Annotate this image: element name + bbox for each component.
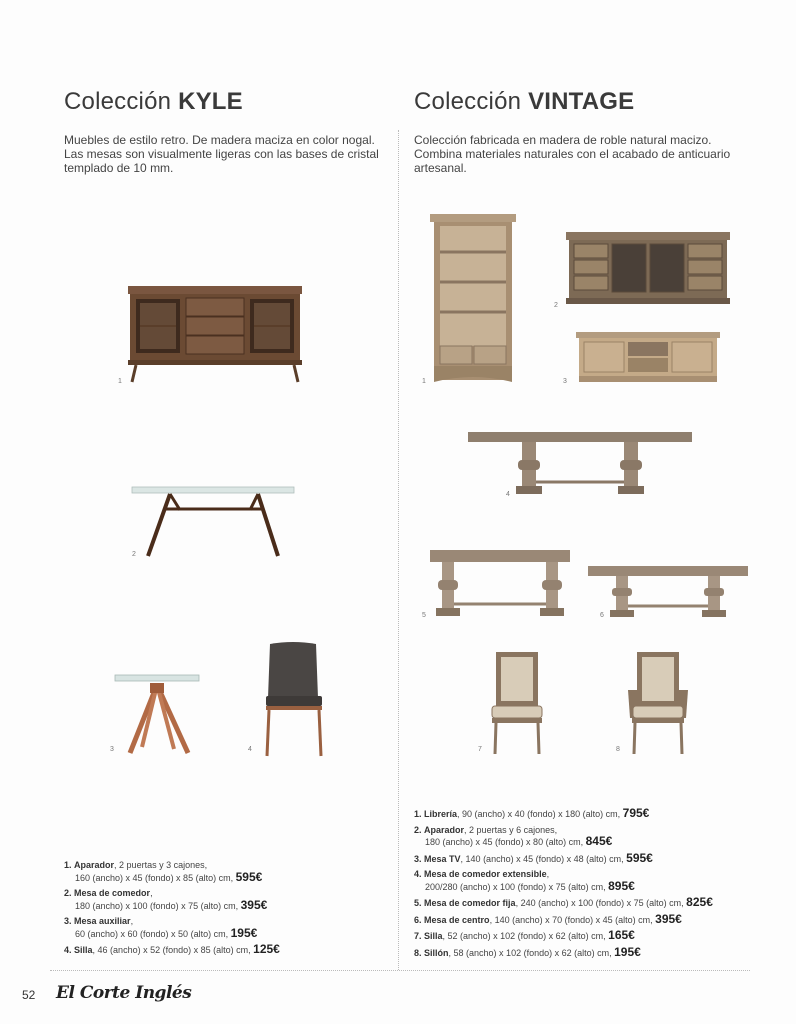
product-desc: , 240 (ancho) x 100 (fondo) x 75 (alto) cm, [515,898,684,908]
list-index: 5. [414,898,422,908]
vintage-number-8: 8 [616,746,620,753]
product-name: Sillón [424,947,449,958]
vintage-list-item-1 [414,808,774,821]
product-dims: 200/280 (ancho) x 100 (fondo) x 75 (alto) cm, [425,881,606,892]
product-name: Mesa TV [424,853,461,864]
vintage-number-3: 3 [563,378,567,385]
list-index: 2. [414,824,422,835]
kyle-number-4: 4 [248,746,252,753]
product-desc: , 2 puertas y 6 cajones, [464,824,558,835]
vintage-number-1: 1 [422,378,426,385]
list-index: 1. [414,809,422,819]
vintage-fixed-table-image [430,548,570,618]
kyle-number-3: 3 [110,746,114,753]
product-price: 595€ [235,869,263,884]
kyle-title [64,88,243,116]
product-dims: 160 (ancho) x 45 (fondo) x 85 (alto) cm, [75,872,234,883]
vintage-extending-table-image [468,430,692,498]
product-price: 825€ [686,895,713,909]
product-desc: , 58 (ancho) x 102 (fondo) x 62 (alto) cm, [448,947,612,958]
product-price: 395€ [655,911,682,926]
product-name: Silla [424,931,443,941]
product-name: Mesa de centro [424,914,490,925]
vintage-list-item-8 [414,944,774,960]
kyle-chair-image [260,640,326,758]
kyle-sideboard-image [126,284,306,384]
list-index: 3. [64,916,72,926]
vintage-list-item-3 [414,850,774,866]
vintage-intro: Colección fabricada en madera de roble natural macizo. Combina materiales naturales con el acabado de anticuario artesanal. [414,133,731,175]
list-index: 8. [414,947,422,958]
vintage-title-prefix: Colección [414,88,522,115]
list-index: 6. [414,914,422,925]
vintage-armchair-image [626,652,690,756]
list-index: 3. [414,853,422,864]
kyle-list-item-2 [64,888,384,912]
product-price: 795€ [622,806,650,820]
product-name: Mesa de comedor [74,888,151,898]
product-name: Silla [74,945,93,955]
product-price: 125€ [253,942,280,956]
product-price: 595€ [626,850,653,865]
product-desc: , 140 (ancho) x 70 (fondo) x 45 (alto) cm, [489,914,653,925]
product-price: 195€ [230,925,258,940]
vintage-product-list [414,808,774,963]
vintage-number-2: 2 [554,302,558,309]
vintage-list-item-4 [414,869,774,893]
product-name: Mesa auxiliar [74,916,131,926]
product-desc: , 140 (ancho) x 45 (fondo) x 48 (alto) cm, [460,853,624,864]
kyle-intro: Muebles de estilo retro. De madera maciza en color nogal. Las mesas son visualmente ligeras con las bases de cristal templado de 10 mm. [64,133,379,175]
vintage-number-6: 6 [600,612,604,619]
product-name: Aparador [74,860,115,870]
product-desc: , 52 (ancho) x 102 (fondo) x 62 (alto) cm, [442,931,606,941]
kyle-product-list [64,860,384,961]
product-dims: 180 (ancho) x 45 (fondo) x 80 (alto) cm, [425,837,584,847]
list-index: 2. [64,888,72,898]
kyle-number-2: 2 [132,551,136,558]
vintage-list-item-7 [414,930,774,943]
product-name: Aparador [424,824,465,835]
footer-divider [50,970,750,971]
vintage-coffee-table-image [588,564,748,618]
vintage-number-5: 5 [422,612,426,619]
vintage-list-item-6 [414,911,774,927]
vintage-sideboard-image [566,232,730,308]
kyle-number-1: 1 [118,378,122,385]
vintage-title [414,88,634,116]
product-desc: , [130,916,134,926]
kyle-list-item-3 [64,916,384,940]
kyle-title-prefix: Colección [64,88,172,115]
product-desc: , [546,869,550,879]
product-dims: 60 (ancho) x 60 (fondo) x 50 (alto) cm, [75,928,229,939]
column-divider [398,130,399,970]
brand-logo: El Corte Inglés [56,983,192,1003]
vintage-number-4: 4 [506,491,510,498]
product-price: 895€ [608,878,635,893]
product-price: 395€ [240,897,268,912]
vintage-bookcase-image [430,214,516,384]
product-desc: , 2 puertas y 3 cajones, [114,860,208,870]
product-price: 165€ [608,928,635,942]
vintage-chair-image [490,652,544,756]
list-index: 4. [414,869,422,879]
kyle-title-name: KYLE [178,88,243,115]
list-index: 7. [414,931,422,941]
vintage-list-item-5 [414,897,774,910]
vintage-tv-unit-image [576,332,720,384]
product-name: Mesa de comedor extensible [424,869,547,879]
product-dims: 180 (ancho) x 100 (fondo) x 75 (alto) cm, [75,900,239,911]
vintage-number-7: 7 [478,746,482,753]
product-name: Mesa de comedor fija [424,898,516,908]
product-desc: , [150,888,153,898]
product-desc: , 90 (ancho) x 40 (fondo) x 180 (alto) cm, [457,809,621,819]
kyle-side-table-image [112,673,202,757]
list-index: 4. [64,945,72,955]
vintage-title-name: VINTAGE [528,88,635,115]
product-desc: , 46 (ancho) x 52 (fondo) x 85 (alto) cm, [92,945,251,955]
product-price: 845€ [585,834,613,848]
list-index: 1. [64,860,72,870]
product-price: 195€ [614,944,641,959]
page-number: 52 [22,988,36,1002]
kyle-list-item-1 [64,860,384,884]
kyle-dining-table-image [130,484,298,560]
product-name: Librería [424,809,458,819]
kyle-list-item-4 [64,944,384,957]
vintage-list-item-2 [414,825,774,849]
